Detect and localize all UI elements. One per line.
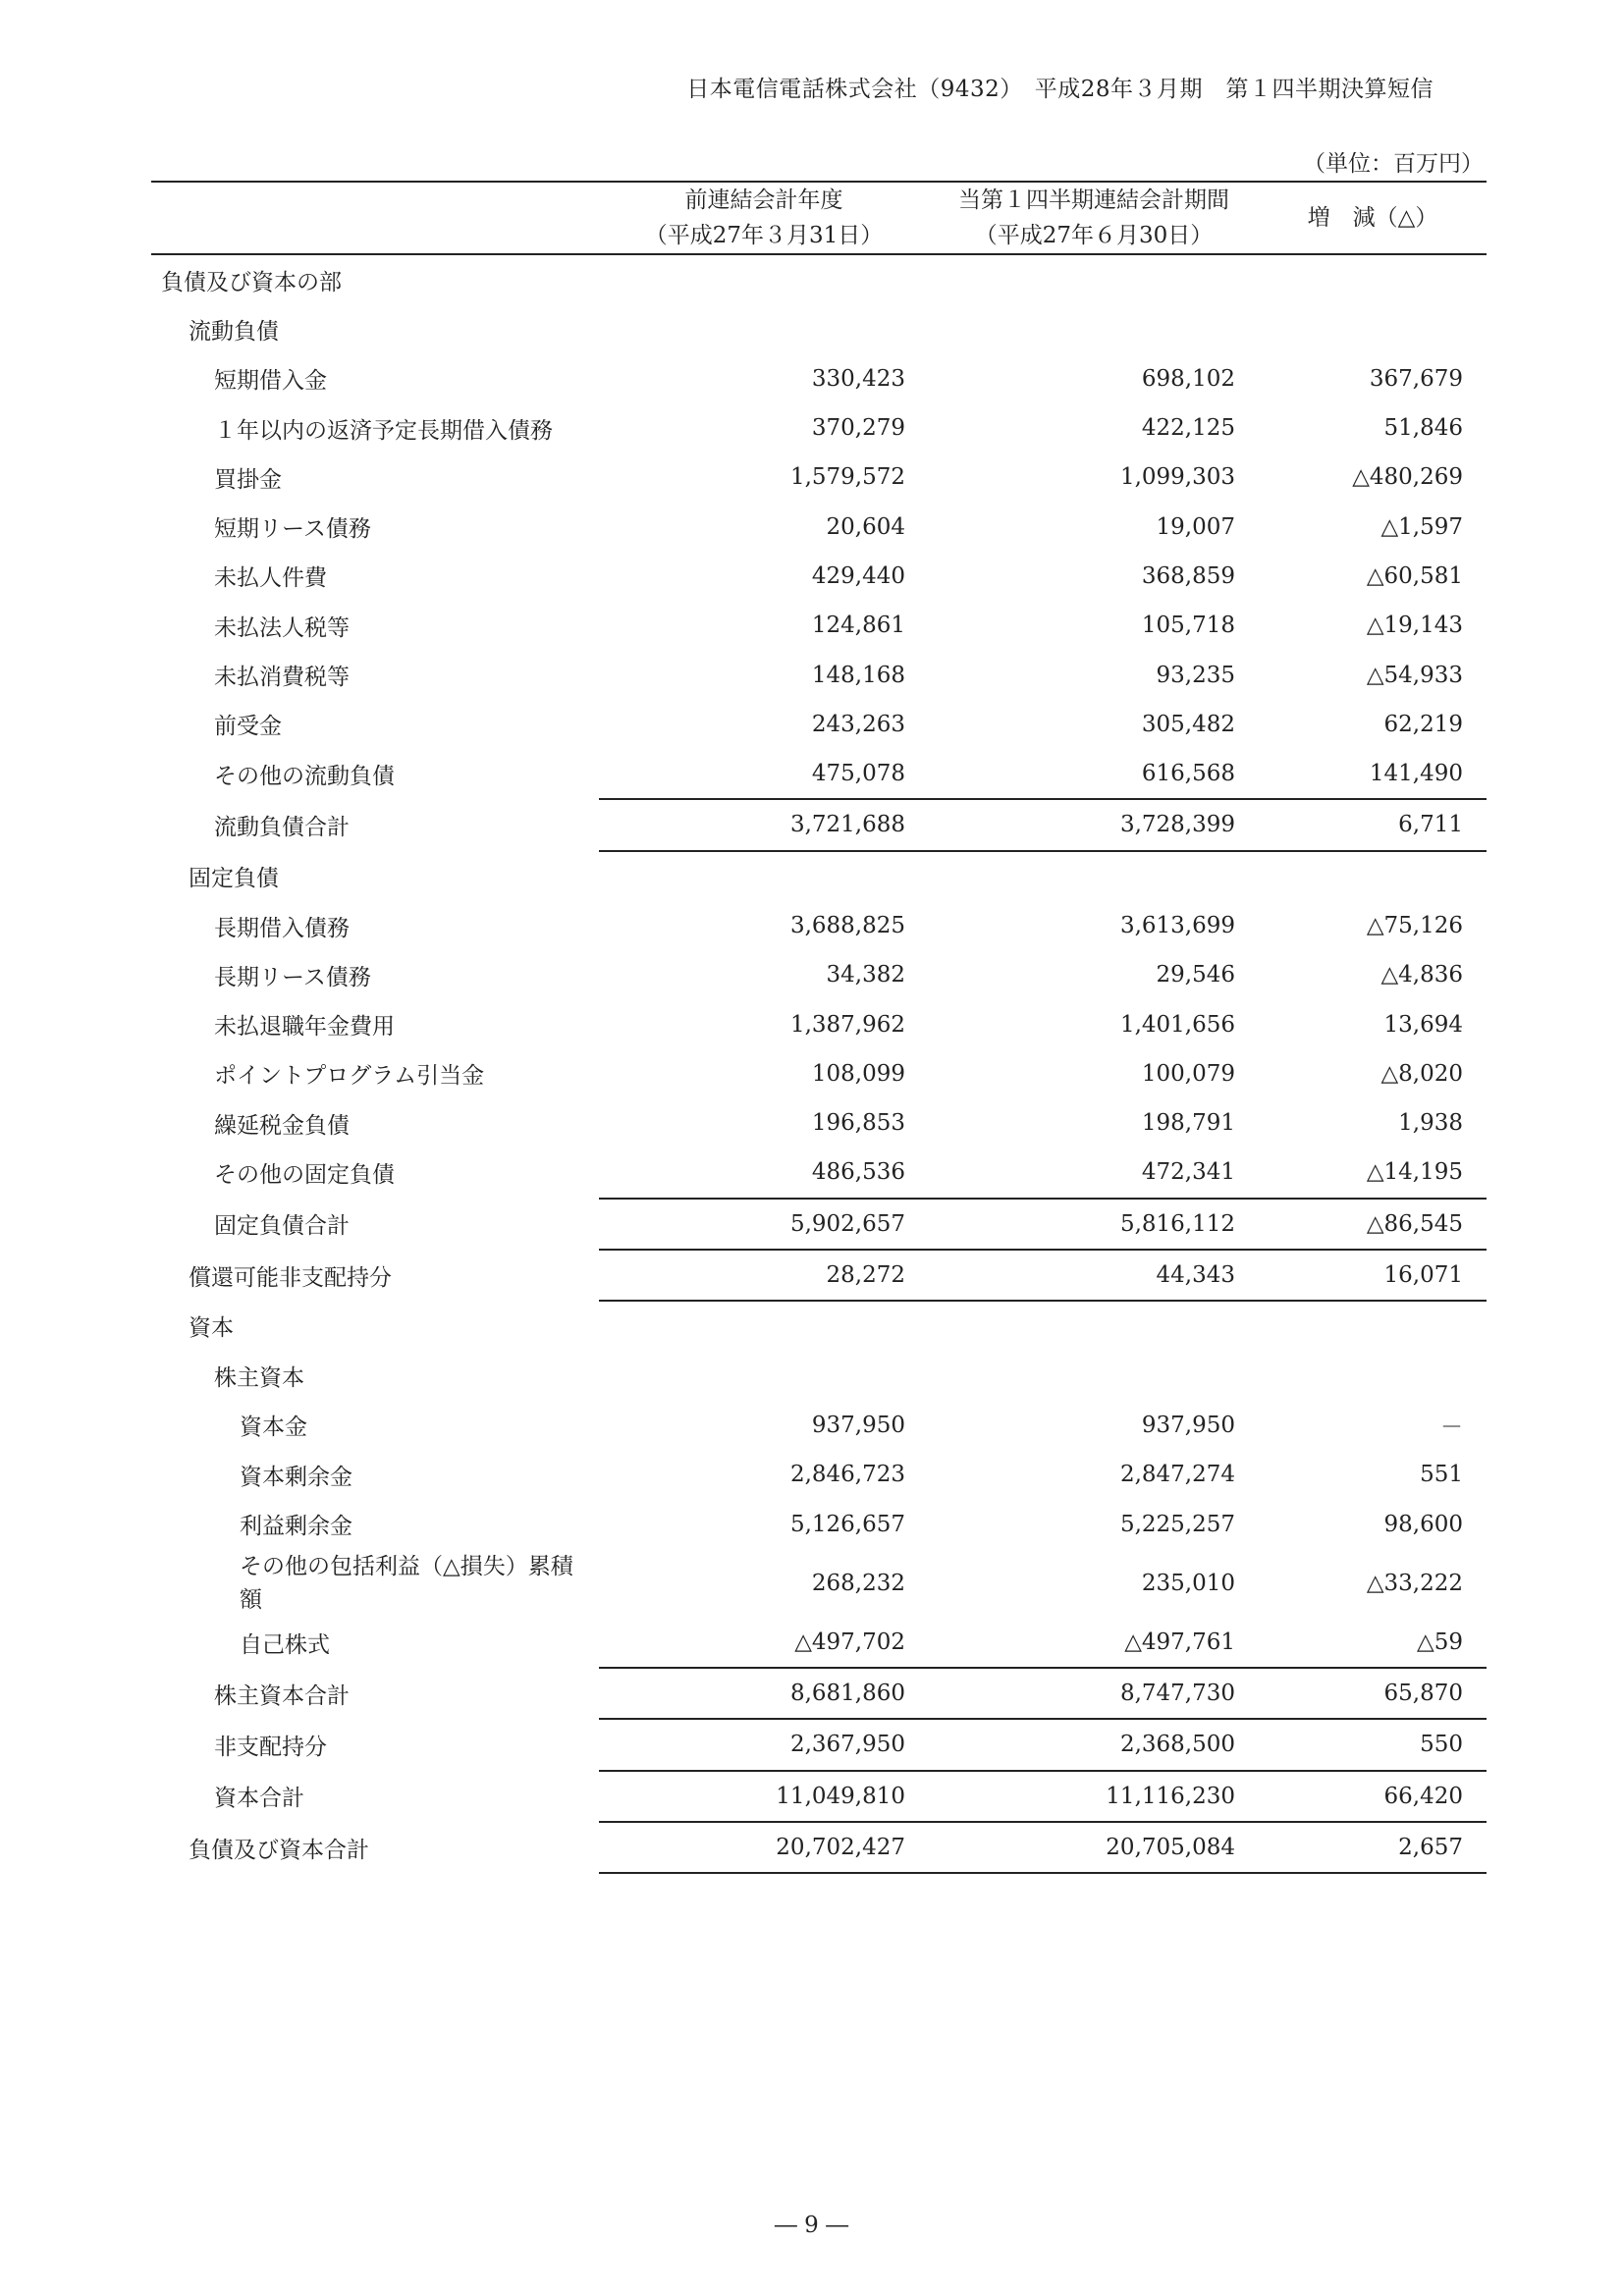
change-value: 66,420 bbox=[1259, 1771, 1487, 1822]
prev-value: 429,440 bbox=[811, 562, 905, 589]
change-value: △14,195 bbox=[1366, 1159, 1463, 1186]
prev-value bbox=[599, 254, 929, 304]
current-value: 29,546 bbox=[1156, 962, 1235, 988]
change-value: 1,938 bbox=[1398, 1110, 1463, 1137]
change-value: 367,679 bbox=[1369, 365, 1463, 392]
prev-value: 268,232 bbox=[811, 1570, 905, 1596]
current-value: 305,482 bbox=[1141, 711, 1235, 737]
table-row bbox=[151, 749, 1487, 799]
current-value: 19,007 bbox=[1156, 513, 1235, 540]
prev-value: 148,168 bbox=[811, 662, 905, 688]
change-value: △75,126 bbox=[1366, 913, 1463, 938]
balance-sheet-table bbox=[151, 181, 1487, 1874]
prev-value: 243,263 bbox=[811, 711, 905, 737]
change-value: △19,143 bbox=[1366, 613, 1463, 639]
prev-value: 1,387,962 bbox=[789, 1011, 905, 1038]
prev-value: 2,846,723 bbox=[789, 1462, 905, 1488]
subtotal-row bbox=[151, 1250, 1487, 1301]
table-row bbox=[151, 650, 1487, 699]
current-value bbox=[929, 304, 1259, 353]
row-label: 短期リース債務 bbox=[214, 516, 371, 543]
row-label: 未払消費税等 bbox=[214, 665, 350, 691]
change-value: 550 bbox=[1259, 1719, 1487, 1770]
row-label: その他の流動負債 bbox=[214, 764, 395, 790]
prev-value: 3,721,688 bbox=[599, 799, 929, 850]
prev-value: 20,604 bbox=[826, 513, 905, 540]
change-value: 16,071 bbox=[1259, 1250, 1487, 1301]
table-row bbox=[151, 999, 1487, 1048]
prev-value: 20,702,427 bbox=[599, 1822, 929, 1873]
current-value: 1,099,303 bbox=[1119, 464, 1235, 491]
header-prev-line1: 前連結会計年度 bbox=[684, 187, 843, 213]
prev-value bbox=[599, 851, 929, 901]
current-value: 937,950 bbox=[1141, 1412, 1235, 1438]
change-value: 98,600 bbox=[1383, 1511, 1463, 1537]
change-value: 141,490 bbox=[1369, 761, 1463, 787]
row-label: 未払退職年金費用 bbox=[214, 1014, 395, 1041]
row-label: その他の固定負債 bbox=[214, 1162, 395, 1189]
current-value: 616,568 bbox=[1141, 761, 1235, 787]
change-value: 13,694 bbox=[1383, 1011, 1463, 1038]
change-value: △1,597 bbox=[1380, 513, 1463, 540]
section-row bbox=[151, 851, 1487, 901]
subtotal-row bbox=[151, 1719, 1487, 1770]
prev-value: 34,382 bbox=[826, 962, 905, 988]
table-row bbox=[151, 1148, 1487, 1198]
change-value: △8,020 bbox=[1380, 1060, 1463, 1087]
current-value: 5,225,257 bbox=[1119, 1511, 1235, 1537]
change-value: △33,222 bbox=[1366, 1570, 1463, 1596]
table-row bbox=[151, 1499, 1487, 1548]
prev-value: 1,579,572 bbox=[789, 464, 905, 491]
section-row bbox=[151, 304, 1487, 353]
prev-value: 108,099 bbox=[811, 1060, 905, 1087]
change-value: △60,581 bbox=[1366, 562, 1463, 589]
table-header bbox=[151, 182, 1487, 254]
row-label: 長期借入債務 bbox=[214, 915, 350, 941]
current-value: 11,116,230 bbox=[929, 1771, 1259, 1822]
row-label: 株主資本 bbox=[214, 1365, 304, 1392]
row-label: 負債及び資本の部 bbox=[161, 269, 342, 295]
current-value: 20,705,084 bbox=[929, 1822, 1259, 1873]
change-value: 6,711 bbox=[1259, 799, 1487, 850]
current-value: 100,079 bbox=[1141, 1060, 1235, 1087]
current-value: 3,613,699 bbox=[1119, 913, 1235, 938]
prev-value bbox=[599, 304, 929, 353]
current-value: 105,718 bbox=[1141, 613, 1235, 639]
prev-value bbox=[599, 1301, 929, 1351]
row-label: 自己株式 bbox=[240, 1631, 330, 1658]
current-value: 198,791 bbox=[1141, 1110, 1235, 1137]
prev-value: 28,272 bbox=[599, 1250, 929, 1301]
current-value: 44,343 bbox=[929, 1250, 1259, 1301]
current-value bbox=[929, 1352, 1259, 1401]
change-value bbox=[1259, 304, 1487, 353]
row-label: ポイントプログラム引当金 bbox=[214, 1063, 485, 1090]
prev-value: 11,049,810 bbox=[599, 1771, 929, 1822]
current-value: 472,341 bbox=[1141, 1159, 1235, 1186]
row-label: その他の包括利益（△損失）累積額 bbox=[240, 1553, 573, 1613]
current-value: 368,859 bbox=[1141, 562, 1235, 589]
change-value: 2,657 bbox=[1259, 1822, 1487, 1873]
change-value: △59 bbox=[1417, 1629, 1463, 1655]
prev-value: 3,688,825 bbox=[789, 913, 905, 938]
prev-value: 8,681,860 bbox=[599, 1668, 929, 1719]
current-value: 422,125 bbox=[1141, 415, 1235, 442]
section-row bbox=[151, 1352, 1487, 1401]
change-value: △54,933 bbox=[1366, 662, 1463, 688]
change-value bbox=[1259, 851, 1487, 901]
prev-value: 330,423 bbox=[811, 365, 905, 392]
prev-value: 5,126,657 bbox=[789, 1511, 905, 1537]
prev-value: 5,902,657 bbox=[599, 1199, 929, 1250]
table-row bbox=[151, 1549, 1487, 1618]
prev-value: 486,536 bbox=[811, 1159, 905, 1186]
change-value: △86,545 bbox=[1259, 1199, 1487, 1250]
row-label: 買掛金 bbox=[214, 466, 282, 493]
change-value: 62,219 bbox=[1383, 711, 1463, 737]
change-value: 65,870 bbox=[1259, 1668, 1487, 1719]
row-label: 利益剰余金 bbox=[240, 1514, 352, 1540]
header-prev-line2: （平成27年３月31日） bbox=[644, 223, 884, 248]
current-value: 2,368,500 bbox=[929, 1719, 1259, 1770]
header-change: 増 減（△） bbox=[1307, 205, 1438, 231]
unit-label: （単位：百万円） bbox=[1303, 151, 1484, 177]
row-label: 資本合計 bbox=[214, 1786, 304, 1812]
header-current-period bbox=[929, 182, 1259, 254]
table-body bbox=[151, 254, 1487, 1873]
change-value bbox=[1259, 1301, 1487, 1351]
prev-value: 370,279 bbox=[811, 415, 905, 442]
table-row bbox=[151, 502, 1487, 551]
row-label: 未払法人税等 bbox=[214, 614, 350, 641]
header-curr-line2: （平成27年６月30日） bbox=[974, 223, 1214, 248]
row-label: 長期リース債務 bbox=[214, 964, 371, 990]
subtotal-row bbox=[151, 1199, 1487, 1250]
subtotal-row bbox=[151, 1668, 1487, 1719]
subtotal-row bbox=[151, 799, 1487, 850]
prev-value: 124,861 bbox=[811, 613, 905, 639]
current-value: 698,102 bbox=[1141, 365, 1235, 392]
document-header: 日本電信電話株式会社（9432） 平成28年３月期 第１四半期決算短信 bbox=[686, 77, 1434, 102]
change-value: － bbox=[1440, 1415, 1463, 1441]
change-value: 51,846 bbox=[1383, 415, 1463, 442]
table-row bbox=[151, 950, 1487, 999]
row-label: 資本 bbox=[189, 1315, 234, 1342]
header-curr-line1: 当第１四半期連結会計期間 bbox=[958, 187, 1229, 213]
table-row bbox=[151, 901, 1487, 950]
change-value bbox=[1259, 254, 1487, 304]
table-row bbox=[151, 601, 1487, 650]
prev-value: 2,367,950 bbox=[599, 1719, 929, 1770]
current-value: △497,761 bbox=[1124, 1629, 1235, 1655]
table-row bbox=[151, 700, 1487, 749]
row-label: 繰延税金負債 bbox=[214, 1112, 350, 1139]
row-label: 資本剰余金 bbox=[240, 1464, 352, 1490]
subtotal-row bbox=[151, 1822, 1487, 1873]
row-label: 償還可能非支配持分 bbox=[189, 1264, 392, 1291]
page-number: ― 9 ― bbox=[774, 2213, 849, 2238]
current-value: 2,847,274 bbox=[1119, 1462, 1235, 1488]
row-label: 株主資本合計 bbox=[214, 1682, 350, 1709]
change-value: △480,269 bbox=[1352, 464, 1463, 491]
table-row bbox=[151, 1618, 1487, 1668]
current-value bbox=[929, 1301, 1259, 1351]
table-row bbox=[151, 403, 1487, 453]
table-row bbox=[151, 1401, 1487, 1450]
row-label: 資本金 bbox=[240, 1415, 307, 1441]
row-label: 流動負債合計 bbox=[214, 814, 350, 840]
table-row bbox=[151, 453, 1487, 502]
prev-value: 196,853 bbox=[811, 1110, 905, 1137]
prev-value bbox=[599, 1352, 929, 1401]
section-row bbox=[151, 254, 1487, 304]
header-label-cell bbox=[151, 182, 599, 254]
change-value bbox=[1259, 1352, 1487, 1401]
row-label: 固定負債合計 bbox=[214, 1213, 350, 1240]
table-row bbox=[151, 1098, 1487, 1148]
current-value: 1,401,656 bbox=[1119, 1011, 1235, 1038]
current-value: 93,235 bbox=[1156, 662, 1235, 688]
prev-value: 937,950 bbox=[811, 1412, 905, 1438]
header-prev-period bbox=[599, 182, 929, 254]
current-value: 3,728,399 bbox=[929, 799, 1259, 850]
row-label: 非支配持分 bbox=[214, 1734, 327, 1760]
current-value: 235,010 bbox=[1141, 1570, 1235, 1596]
current-value: 5,816,112 bbox=[929, 1199, 1259, 1250]
current-value bbox=[929, 254, 1259, 304]
table-row bbox=[151, 1450, 1487, 1499]
row-label: 負債及び資本合計 bbox=[189, 1837, 369, 1863]
subtotal-row bbox=[151, 1771, 1487, 1822]
table-row bbox=[151, 354, 1487, 403]
row-label: 流動負債 bbox=[189, 318, 279, 345]
table-row bbox=[151, 1049, 1487, 1098]
prev-value: 475,078 bbox=[811, 761, 905, 787]
row-label: １年以内の返済予定長期借入債務 bbox=[214, 417, 553, 444]
row-label: 未払人件費 bbox=[214, 565, 327, 592]
change-value: △4,836 bbox=[1380, 962, 1463, 988]
current-value: 8,747,730 bbox=[929, 1668, 1259, 1719]
section-row bbox=[151, 1301, 1487, 1351]
current-value bbox=[929, 851, 1259, 901]
table-row bbox=[151, 552, 1487, 601]
row-label: 前受金 bbox=[214, 714, 282, 740]
row-label: 固定負債 bbox=[189, 865, 279, 891]
prev-value: △497,702 bbox=[794, 1629, 905, 1655]
change-value: 551 bbox=[1420, 1462, 1463, 1488]
row-label: 短期借入金 bbox=[214, 368, 327, 395]
